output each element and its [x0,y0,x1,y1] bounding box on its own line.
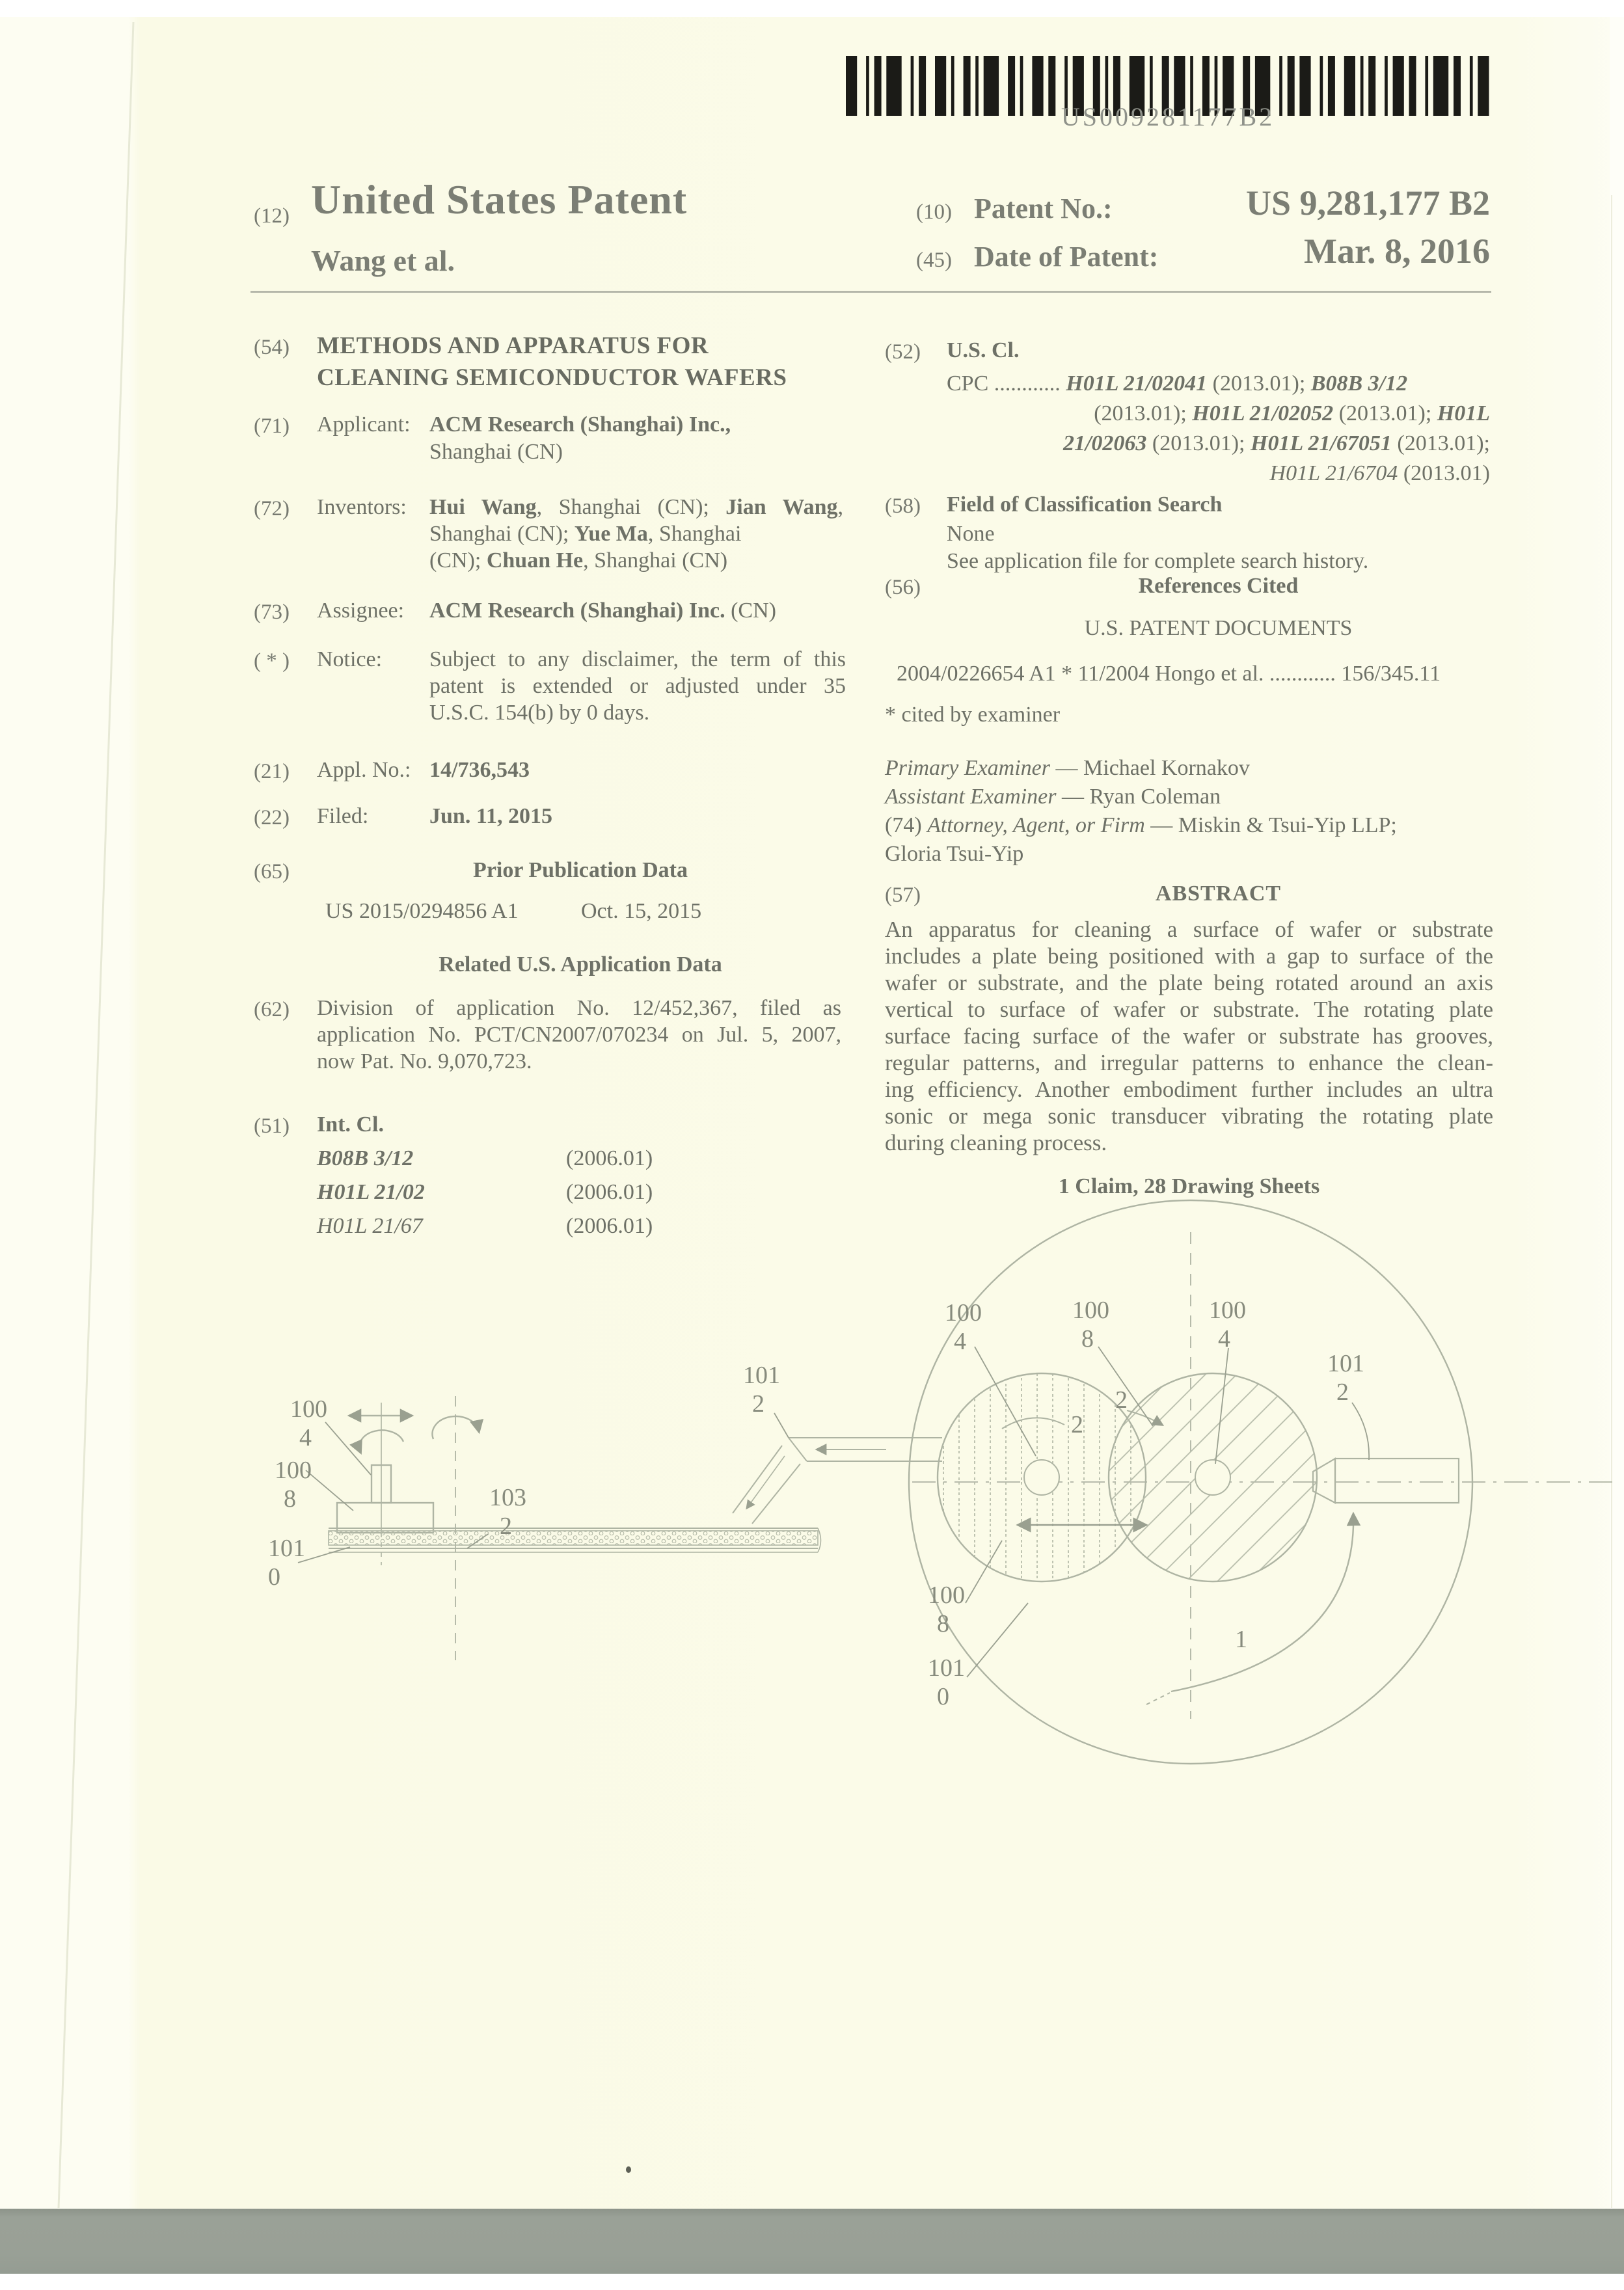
cpc-line2: (2013.01); H01L 21/02052 (2013.01); H01L [1094,401,1490,425]
scan-speck [626,2166,631,2173]
date-paren: (45) [916,249,952,272]
appl-no-value: 14/736,543 [429,758,530,782]
abstract-line: includes a plate being positioned with a gap to surface of the [885,943,1493,969]
abstract-line: regular patterns, and irregular patterns to enhance the clean- [885,1050,1493,1075]
field-62-num: (62) [254,998,290,1021]
date-label: Date of Patent: [974,241,1159,273]
fig2-label-1010-a: 101 [928,1654,965,1682]
kind-code-number: (12) [254,204,290,228]
abstract-line: ing efficiency. Another embodiment further includes an ultra [885,1077,1493,1102]
field-72-num: (72) [254,497,290,520]
inventors-line2: Shanghai (CN); Yue Ma, Shanghai [429,522,742,546]
division-line1: Division of application No. 12/452,367, filed as [317,996,841,1020]
prior-pub-heading: Prior Publication Data [473,858,688,882]
applicant-label: Applicant: [317,412,411,437]
inventors-label: Inventors: [317,495,407,519]
header-divider [250,291,1491,293]
appl-no-label: Appl. No.: [317,758,411,782]
field-22-num: (22) [254,806,290,829]
applicant-line1: ACM Research (Shanghai) Inc., [429,412,731,437]
fig1-label-1008-a: 100 [275,1457,312,1484]
fig1-label-1004-a: 100 [290,1395,327,1423]
inventors-line1: Hui Wang, Shanghai (CN); Jian Wang, [429,495,843,519]
fig2-label-2-right: 2 [1115,1386,1128,1414]
fig2-label-1008T-b: 8 [1081,1325,1094,1353]
fig1-label-1008-b: 8 [284,1485,296,1513]
field-56-num: (56) [885,576,921,599]
field-58-num: (58) [885,494,921,518]
int-cl-ver-2: (2006.01) [566,1180,653,1204]
fig1-label-1032-b: 2 [500,1513,512,1540]
attorney-line2: Gloria Tsui-Yip [885,842,1024,866]
fig2-label-1008B-b: 8 [937,1610,949,1637]
fig2-label-1004L-a: 100 [945,1299,982,1327]
fig1-label-1032-a: 103 [489,1484,526,1511]
field-21-num: (21) [254,760,290,783]
notice-line2: patent is extended or adjusted under 35 [429,674,846,698]
notice-line1: Subject to any disclaimer, the term of this [429,647,846,671]
inventors-line3: (CN); Chuan He, Shanghai (CN) [429,548,728,572]
abstract-line: An apparatus for cleaning a surface of wafer or substrate [885,917,1493,942]
fig2-label-1004L-b: 4 [954,1328,966,1355]
fig2-label-1010-b: 0 [937,1683,949,1710]
prior-pub-date: Oct. 15, 2015 [581,899,702,923]
int-cl-code-3: H01L 21/67 [317,1214,423,1238]
barcode-text: US009281177B2 [1061,102,1275,131]
date-value: Mar. 8, 2016 [1304,232,1490,271]
field-search-none: None [947,522,995,546]
primary-examiner-line: Primary Examiner — Michael Kornakov [885,756,1250,780]
fig1-label-1004-b: 4 [299,1424,312,1451]
cited-by-examiner-note: * cited by examiner [885,703,1061,727]
field-search-note: See application file for complete search history. [947,549,1369,573]
prior-pub-number: US 2015/0294856 A1 [325,899,519,923]
fig2-label-1004R-b: 4 [1218,1325,1230,1353]
us-patent-docs-heading: U.S. PATENT DOCUMENTS [1084,616,1353,640]
cpc-line1: CPC ............ H01L 21/02041 (2013.01); B08B 3/12 [947,371,1408,396]
filed-value: Jun. 11, 2015 [429,804,552,828]
notice-asterisk: ( * ) [254,649,290,673]
fig1-linework [329,1396,942,1660]
assistant-examiner-line: Assistant Examiner — Ryan Coleman [885,785,1221,809]
fig2-label-1008T-a: 100 [1072,1297,1109,1324]
abstract-heading: ABSTRACT [1155,882,1282,906]
field-51-num: (51) [254,1114,290,1138]
int-cl-ver-3: (2006.01) [566,1214,653,1238]
fig2-label-1: 1 [1235,1626,1247,1653]
references-heading: References Cited [1138,574,1299,598]
invention-title-line2: CLEANING SEMICONDUCTOR WAFERS [317,364,787,391]
notice-line3: U.S.C. 154(b) by 0 days. [429,701,650,725]
int-cl-code-2: H01L 21/02 [317,1180,425,1204]
division-line2: application No. PCT/CN2007/070234 on Jul. 5, 2007, [317,1023,841,1047]
cpc-line4: H01L 21/6704 (2013.01) [1269,461,1490,485]
division-line3: now Pat. No. 9,070,723. [317,1049,532,1073]
abstract-line: surface facing surface of the wafer or substrate has grooves, [885,1023,1493,1049]
fig2-linework [909,1200,1619,1764]
field-search-heading: Field of Classification Search [947,492,1223,517]
applicant-line2: Shanghai (CN) [429,440,563,464]
fig2-label-1012-b: 2 [1336,1379,1349,1406]
int-cl-ver-1: (2006.01) [566,1146,653,1170]
fig2-label-1004R-a: 100 [1209,1297,1246,1324]
fig1-label-1012-b: 2 [752,1390,765,1418]
abstract-line: vertical to surface of wafer or substrate. The rotating plate [885,997,1493,1022]
fig2-label-1012-a: 101 [1327,1350,1364,1377]
assignee-value: ACM Research (Shanghai) Inc. (CN) [429,599,776,623]
cpc-line3: 21/02063 (2013.01); H01L 21/67051 (2013.01); [1062,431,1490,455]
us-cl-heading: U.S. Cl. [947,338,1020,362]
abstract-line: wafer or substrate, and the plate being rotated around an axis [885,970,1493,995]
figure-side-view [260,1340,976,1704]
field-57-num: (57) [885,883,921,907]
fig1-label-1010-b: 0 [268,1563,280,1591]
fig1-labels [268,1362,780,1591]
fig1-label-1012-a: 101 [743,1362,780,1389]
patent-no-paren: (10) [916,200,952,224]
patent-no-value: US 9,281,177 B2 [1245,183,1490,222]
reference-row: 2004/0226654 A1 * 11/2004 Hongo et al. ............ 156/345.11 [897,662,1441,686]
field-54-num: (54) [254,336,290,359]
patent-no-label: Patent No.: [974,193,1113,224]
filed-label: Filed: [317,804,369,828]
invention-title-line1: METHODS AND APPARATUS FOR [317,332,709,359]
int-cl-heading: Int. Cl. [317,1112,384,1137]
attorney-line1: (74) Attorney, Agent, or Firm — Miskin & Tsui-Yip LLP; [885,813,1397,837]
field-52-num: (52) [885,340,921,364]
abstract-line: during cleaning process. [885,1130,1107,1155]
claims-drawing-line: 1 Claim, 28 Drawing Sheets [1058,1174,1320,1198]
fig2-label-2-left: 2 [1071,1411,1083,1438]
field-65-num: (65) [254,860,290,883]
figure-top-view [904,1191,1623,1770]
page-title: United States Patent [311,176,688,222]
fig1-label-1010-a: 101 [268,1535,305,1562]
fig2-label-1008B-a: 100 [928,1582,965,1609]
field-71-num: (71) [254,414,290,438]
assignee-label: Assignee: [317,599,405,623]
scanner-bed-band [0,2209,1624,2274]
field-73-num: (73) [254,600,290,624]
abstract-line: sonic or mega sonic transducer vibrating the rotating plate [885,1103,1493,1129]
inventor-short: Wang et al. [311,244,455,277]
related-app-heading: Related U.S. Application Data [439,952,722,977]
notice-label: Notice: [317,647,383,671]
int-cl-code-1: B08B 3/12 [317,1146,414,1170]
